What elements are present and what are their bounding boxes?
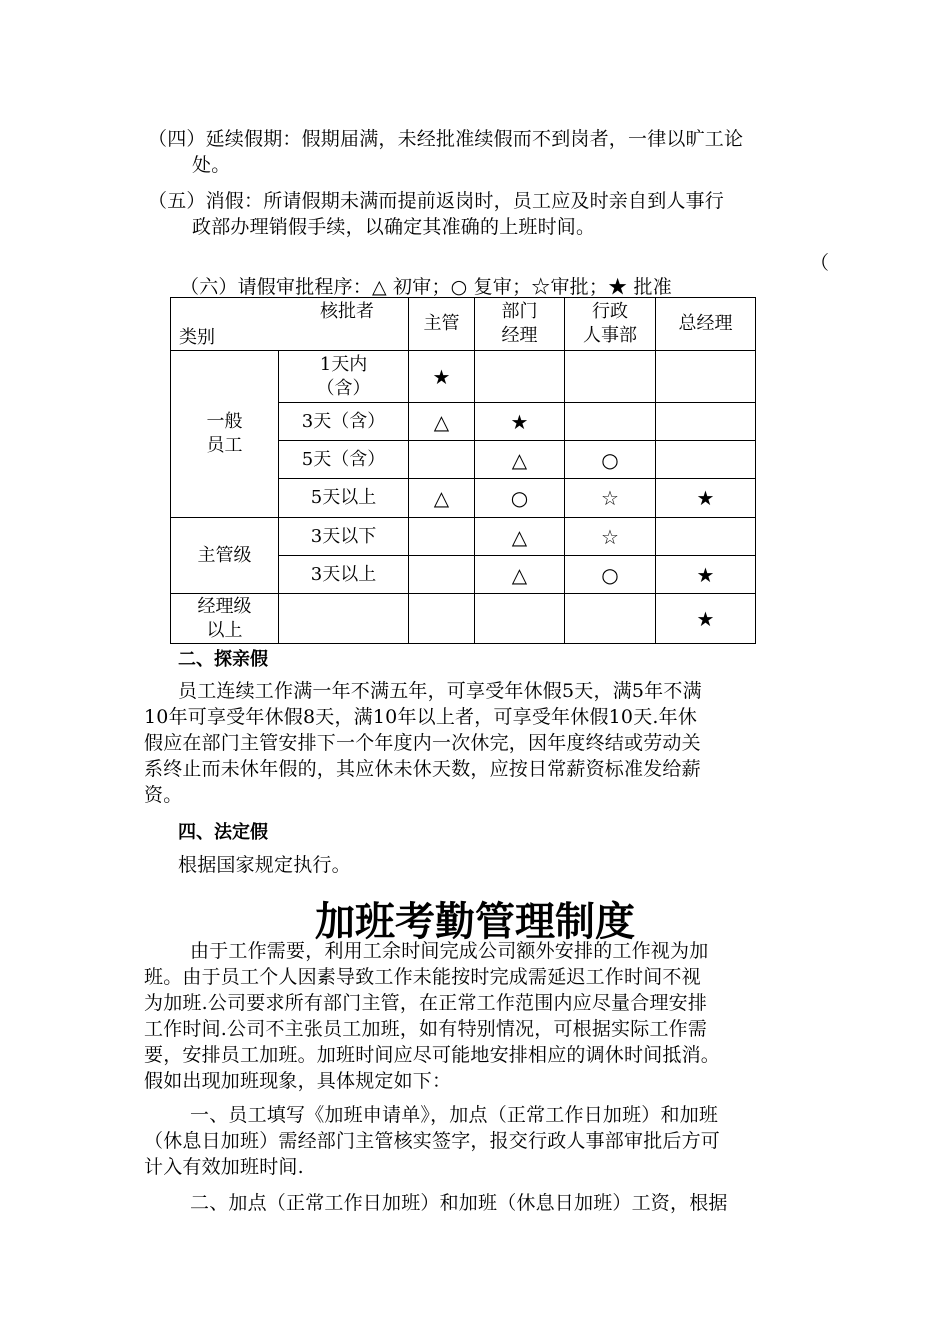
overtime-rule-2: 二、加点（正常工作日加班）和加班（休息日加班）工资，根据 — [190, 1192, 728, 1214]
mark-cell — [409, 518, 475, 556]
overtime-intro-paragraph: 由于工作需要，利用工余时间完成公司额外安排的工作视为加 班。由于员工个人因素导致工作未能按时完成需延迟工作时间不视 为加班.公司要求所有部门主管，在正常工作范围内应尽量合理安排 工作时间.公司不主张员工加班，如有特别情况，可根据实际工作需 要，安排员工加班。加班时间应尽可能地安排相应的调休时间抵消。 假如出现加班现象，具体规定如下： — [144, 940, 721, 1092]
section-heading-home-leave: 二、探亲假 — [178, 649, 268, 670]
header-category-label: 类别 — [179, 327, 215, 348]
group-general-staff: 一般 员工 — [171, 351, 279, 518]
group-supervisor-level: 主管级 — [171, 518, 279, 594]
home-leave-paragraph: 员工连续工作满一年不满五年，可享受年休假5天，满5年不满 10年可享受年休假8天，满10年以上者，可享受年休假10天.年休 假应在部门主管安排下一个年度内一次休完，因年度终结或劳动关 系终止而未休年假的，其应休未休天数，应按日常薪资标准发给薪 资。 — [144, 680, 702, 806]
duration-cell: 5天以上 — [279, 479, 409, 518]
mark-cell — [565, 351, 656, 403]
clause-6-approval-legend: （六）请假审批程序：△ 初审；○ 复审；☆审批；★ 批准 — [180, 276, 672, 298]
duration-cell: 5天（含） — [279, 441, 409, 479]
mark-cell — [656, 441, 756, 479]
header-col-supervisor: 主管 — [409, 298, 475, 351]
clause-5-line1: （五）消假：所请假期未满而提前返岗时，员工应及时亲自到人事行 — [148, 190, 725, 212]
mark-cell — [656, 403, 756, 441]
mark-cell: ★ — [475, 403, 565, 441]
duration-cell: 3天以下 — [279, 518, 409, 556]
mark-cell: ○ — [565, 441, 656, 479]
mark-cell: △ — [475, 556, 565, 594]
header-col-admin-hr: 行政 人事部 — [565, 298, 656, 351]
mark-cell: △ — [475, 441, 565, 479]
mark-cell — [409, 441, 475, 479]
duration-cell: 3天以上 — [279, 556, 409, 594]
duration-cell — [279, 594, 409, 644]
mark-cell: ★ — [656, 479, 756, 518]
stray-bracket: （ — [810, 252, 830, 274]
clause-4-line1: （四）延续假期：假期届满，未经批准续假而不到岗者，一律以旷工论 — [148, 128, 744, 150]
duration-cell: 3天（含） — [279, 403, 409, 441]
mark-cell: ○ — [565, 556, 656, 594]
mark-cell: ★ — [656, 556, 756, 594]
mark-cell: △ — [409, 403, 475, 441]
clause-5-line2: 政部办理销假手续，以确定其准确的上班时间。 — [192, 216, 596, 238]
header-col-dept-manager: 部门 经理 — [475, 298, 565, 351]
mark-cell — [565, 403, 656, 441]
mark-cell: ☆ — [565, 479, 656, 518]
mark-cell — [656, 518, 756, 556]
mark-cell — [409, 594, 475, 644]
clause-4-line2: 处。 — [192, 154, 231, 176]
page-title: 加班考勤管理制度 — [315, 899, 635, 945]
header-approver-label: 核批者 — [320, 301, 374, 322]
header-col-general-manager: 总经理 — [656, 298, 756, 351]
table-row — [171, 518, 756, 556]
overtime-rule-1: 一、员工填写《加班申请单》，加点（正常工作日加班）和加班 （休息日加班）需经部门主管核实签字，报交行政人事部审批后方可 计入有效加班时间. — [144, 1104, 721, 1178]
mark-cell — [656, 351, 756, 403]
mark-cell — [565, 594, 656, 644]
mark-cell: △ — [409, 479, 475, 518]
section-heading-statutory-leave: 四、法定假 — [178, 822, 268, 843]
header-diagonal-cell — [171, 298, 409, 351]
mark-cell — [475, 351, 565, 403]
mark-cell: ★ — [656, 594, 756, 644]
approval-table — [170, 297, 756, 644]
mark-cell — [475, 594, 565, 644]
mark-cell: ☆ — [565, 518, 656, 556]
group-manager-and-above: 经理级 以上 — [171, 594, 279, 644]
statutory-leave-text: 根据国家规定执行。 — [178, 854, 351, 876]
duration-cell: 1天内 （含） — [279, 351, 409, 403]
mark-cell — [409, 556, 475, 594]
mark-cell: ★ — [409, 351, 475, 403]
table-row — [171, 351, 756, 403]
table-header-row — [171, 298, 756, 351]
table-row — [171, 594, 756, 644]
mark-cell: △ — [475, 518, 565, 556]
mark-cell: ○ — [475, 479, 565, 518]
